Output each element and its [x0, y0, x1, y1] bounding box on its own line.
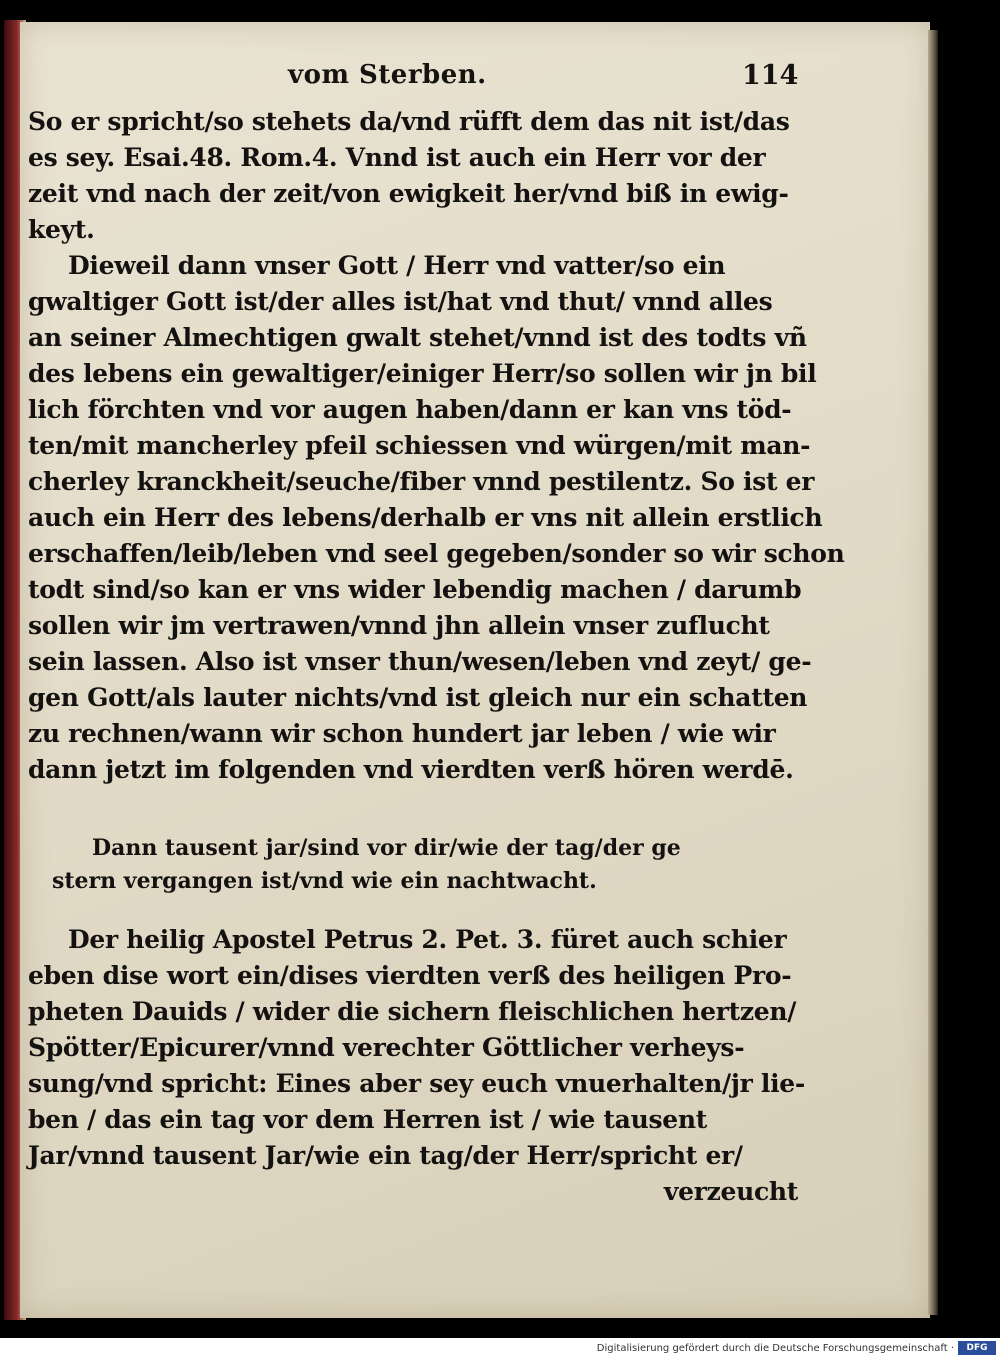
- text-line: zu rechnen/wann wir schon hundert jar leben / wie wir: [28, 719, 776, 748]
- text-line: So er spricht/so stehets da/vnd rüfft dem das nit ist/das: [28, 107, 790, 136]
- dfg-logo: DFG: [958, 1341, 996, 1355]
- text-line: todt sind/so kan er vns wider lebendig machen / darumb: [28, 575, 802, 604]
- text-line: sein lassen. Also ist vnser thun/wesen/leben vnd zeyt/ ge-: [28, 647, 812, 676]
- text-line: cherley kranckheit/seuche/fiber vnnd pestilentz. So ist er: [28, 467, 815, 496]
- paragraph-1: [28, 104, 798, 248]
- text-line: erschaffen/leib/leben vnd seel gegeben/sonder so wir schon: [28, 539, 845, 568]
- text-line: eben dise wort ein/dises vierdten verß des heiligen Pro-: [28, 961, 792, 990]
- text-line: lich förchten vnd vor augen haben/dann er kan vns töd-: [28, 395, 792, 424]
- page-edge-shadow: [928, 30, 938, 1315]
- text-line: auch ein Herr des lebens/derhalb er vns nit allein erstlich: [28, 503, 823, 532]
- text-line: Spötter/Epicurer/vnnd verechter Göttlicher verheys-: [28, 1033, 745, 1062]
- verse-line: stern vergangen ist/vnd wie ein nachtwacht.: [52, 868, 597, 894]
- page-header: [20, 60, 930, 100]
- text-line: Dieweil dann vnser Gott / Herr vnd vatter/so ein: [68, 251, 726, 280]
- text-line: ten/mit mancherley pfeil schiessen vnd würgen/mit man-: [28, 431, 811, 460]
- text-line: gwaltiger Gott ist/der alles ist/hat vnd thut/ vnnd alles: [28, 287, 773, 316]
- text-line: an seiner Almechtigen gwalt stehet/vnnd ist des todts vñ: [28, 323, 807, 352]
- catchword: verzeucht: [663, 1177, 798, 1206]
- paragraph-3: [28, 922, 805, 1210]
- text-line: Der heilig Apostel Petrus 2. Pet. 3. füret auch schier: [68, 925, 787, 954]
- text-line: pheten Dauids / wider die sichern fleischlichen hertzen/: [28, 997, 797, 1026]
- text-line: sung/vnd spricht: Eines aber sey euch vnuerhalten/jr lie-: [28, 1069, 805, 1098]
- page-number: 114: [742, 60, 799, 91]
- psalm-verse: [52, 832, 752, 898]
- text-line: dann jetzt im folgenden vnd vierdten verß hören werdē.: [28, 755, 794, 784]
- paragraph-2: [28, 248, 845, 788]
- verse-line: Dann tausent jar/sind vor dir/wie der tag/der ge: [92, 835, 681, 861]
- text-line: des lebens ein gewaltiger/einiger Herr/so sollen wir jn bil: [28, 359, 817, 388]
- text-line: es sey. Esai.48. Rom.4. Vnnd ist auch ein Herr vor der: [28, 143, 766, 172]
- running-head: vom Sterben.: [288, 60, 487, 90]
- text-line: zeit vnd nach der zeit/von ewigkeit her/vnd biß in ewig-: [28, 179, 789, 208]
- text-line: ben / das ein tag vor dem Herren ist / wie tausent: [28, 1105, 707, 1134]
- text-line: Jar/vnnd tausent Jar/wie ein tag/der Herr/spricht er/: [28, 1141, 743, 1170]
- text-line: sollen wir jm vertrawen/vnnd jhn allein vnser zuflucht: [28, 611, 770, 640]
- funding-credit: Digitalisierung gefördert durch die Deutsche Forschungsgemeinschaft ·: [596, 1343, 954, 1354]
- text-line: keyt.: [28, 215, 95, 244]
- text-line: gen Gott/als lauter nichts/vnd ist gleich nur ein schatten: [28, 683, 808, 712]
